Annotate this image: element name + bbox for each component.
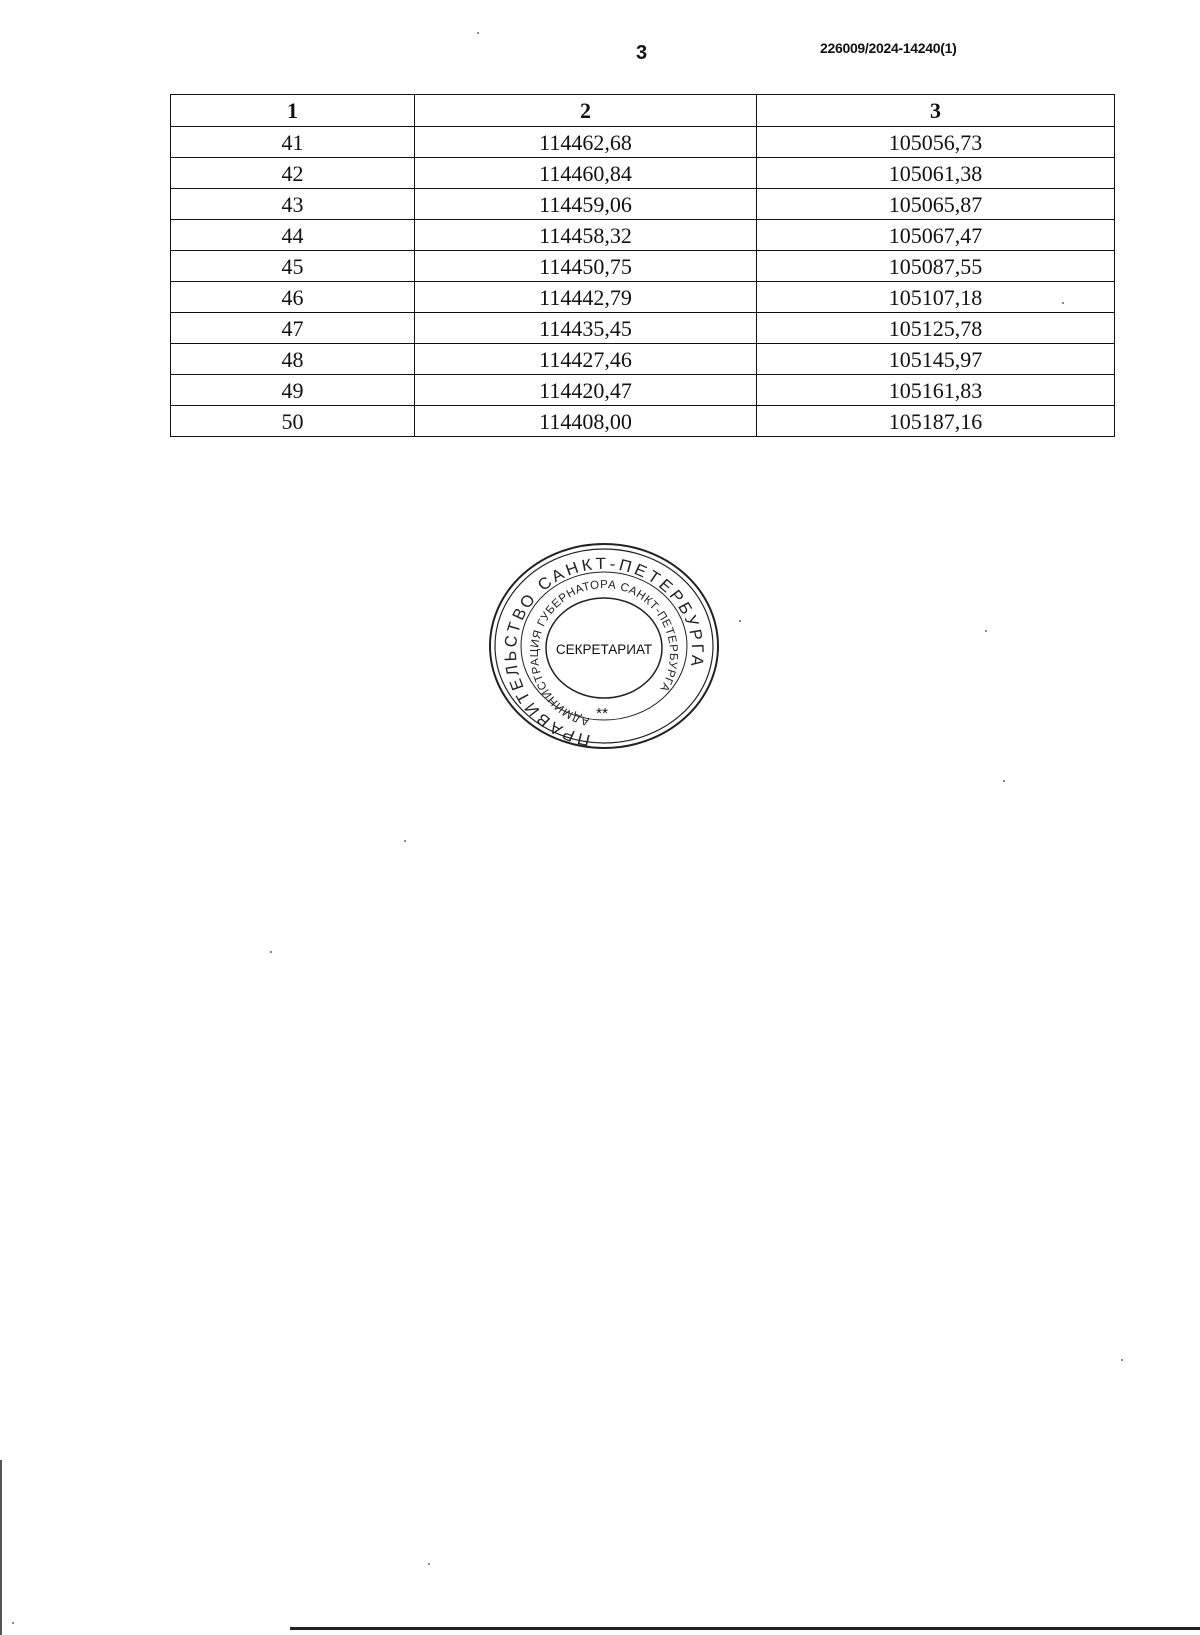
bottom-border-line bbox=[290, 1627, 1200, 1630]
y-coordinate-cell: 105065,87 bbox=[757, 189, 1115, 220]
point-number-cell: 49 bbox=[171, 375, 415, 406]
table-row bbox=[171, 189, 1115, 220]
point-number-cell: 46 bbox=[171, 282, 415, 313]
point-number-cell: 42 bbox=[171, 158, 415, 189]
table-row bbox=[171, 251, 1115, 282]
scan-speck bbox=[1003, 780, 1005, 782]
table-row bbox=[171, 313, 1115, 344]
x-coordinate-cell: 114408,00 bbox=[415, 406, 757, 437]
point-number-cell: 50 bbox=[171, 406, 415, 437]
x-coordinate-cell: 114420,47 bbox=[415, 375, 757, 406]
x-coordinate-cell: 114460,84 bbox=[415, 158, 757, 189]
document-reference: 226009/2024-14240(1) bbox=[820, 40, 957, 56]
x-coordinate-cell: 114427,46 bbox=[415, 344, 757, 375]
scan-speck bbox=[428, 1563, 430, 1565]
point-number-cell: 48 bbox=[171, 344, 415, 375]
page-number: 3 bbox=[636, 42, 648, 64]
scan-speck bbox=[477, 32, 479, 34]
table-header-row bbox=[171, 95, 1115, 127]
official-seal bbox=[484, 536, 724, 756]
x-coordinate-cell: 114459,06 bbox=[415, 189, 757, 220]
x-coordinate-cell: 114458,32 bbox=[415, 220, 757, 251]
seal-icon bbox=[484, 536, 724, 756]
scan-speck bbox=[985, 630, 987, 632]
column-header: 1 bbox=[171, 95, 415, 127]
y-coordinate-cell: 105125,78 bbox=[757, 313, 1115, 344]
table-row bbox=[171, 282, 1115, 313]
point-number-cell: 45 bbox=[171, 251, 415, 282]
scan-speck bbox=[404, 840, 406, 842]
y-coordinate-cell: 105161,83 bbox=[757, 375, 1115, 406]
x-coordinate-cell: 114435,45 bbox=[415, 313, 757, 344]
seal-center-text: СЕКРЕТАРИАТ bbox=[555, 642, 653, 657]
seal-stars: * * bbox=[596, 705, 606, 722]
column-header: 3 bbox=[757, 95, 1115, 127]
table-row bbox=[171, 127, 1115, 158]
x-coordinate-cell: 114442,79 bbox=[415, 282, 757, 313]
table-row bbox=[171, 344, 1115, 375]
y-coordinate-cell: 105087,55 bbox=[757, 251, 1115, 282]
y-coordinate-cell: 105107,18 bbox=[757, 282, 1115, 313]
x-coordinate-cell: 114450,75 bbox=[415, 251, 757, 282]
coordinates-table bbox=[170, 94, 1115, 437]
scan-speck bbox=[270, 951, 272, 953]
scan-speck bbox=[12, 1622, 14, 1624]
column-header: 2 bbox=[415, 95, 757, 127]
seal-outer-text: ПРАВИТЕЛЬСТВО САНКТ-ПЕТЕРБУРГА bbox=[500, 554, 708, 750]
table-row bbox=[171, 158, 1115, 189]
seal-inner-text: АДМИНИСТРАЦИЯ ГУБЕРНАТОРА САНКТ-ПЕТЕРБУРГА bbox=[528, 579, 680, 728]
y-coordinate-cell: 105067,47 bbox=[757, 220, 1115, 251]
point-number-cell: 47 bbox=[171, 313, 415, 344]
scan-speck bbox=[1121, 1359, 1123, 1361]
scan-edge-line bbox=[0, 1460, 2, 1635]
table-row bbox=[171, 375, 1115, 406]
y-coordinate-cell: 105187,16 bbox=[757, 406, 1115, 437]
scan-speck bbox=[1062, 302, 1064, 304]
y-coordinate-cell: 105061,38 bbox=[757, 158, 1115, 189]
y-coordinate-cell: 105145,97 bbox=[757, 344, 1115, 375]
point-number-cell: 43 bbox=[171, 189, 415, 220]
scan-speck bbox=[739, 620, 741, 622]
table-row bbox=[171, 220, 1115, 251]
y-coordinate-cell: 105056,73 bbox=[757, 127, 1115, 158]
point-number-cell: 44 bbox=[171, 220, 415, 251]
table-row bbox=[171, 406, 1115, 437]
point-number-cell: 41 bbox=[171, 127, 415, 158]
x-coordinate-cell: 114462,68 bbox=[415, 127, 757, 158]
